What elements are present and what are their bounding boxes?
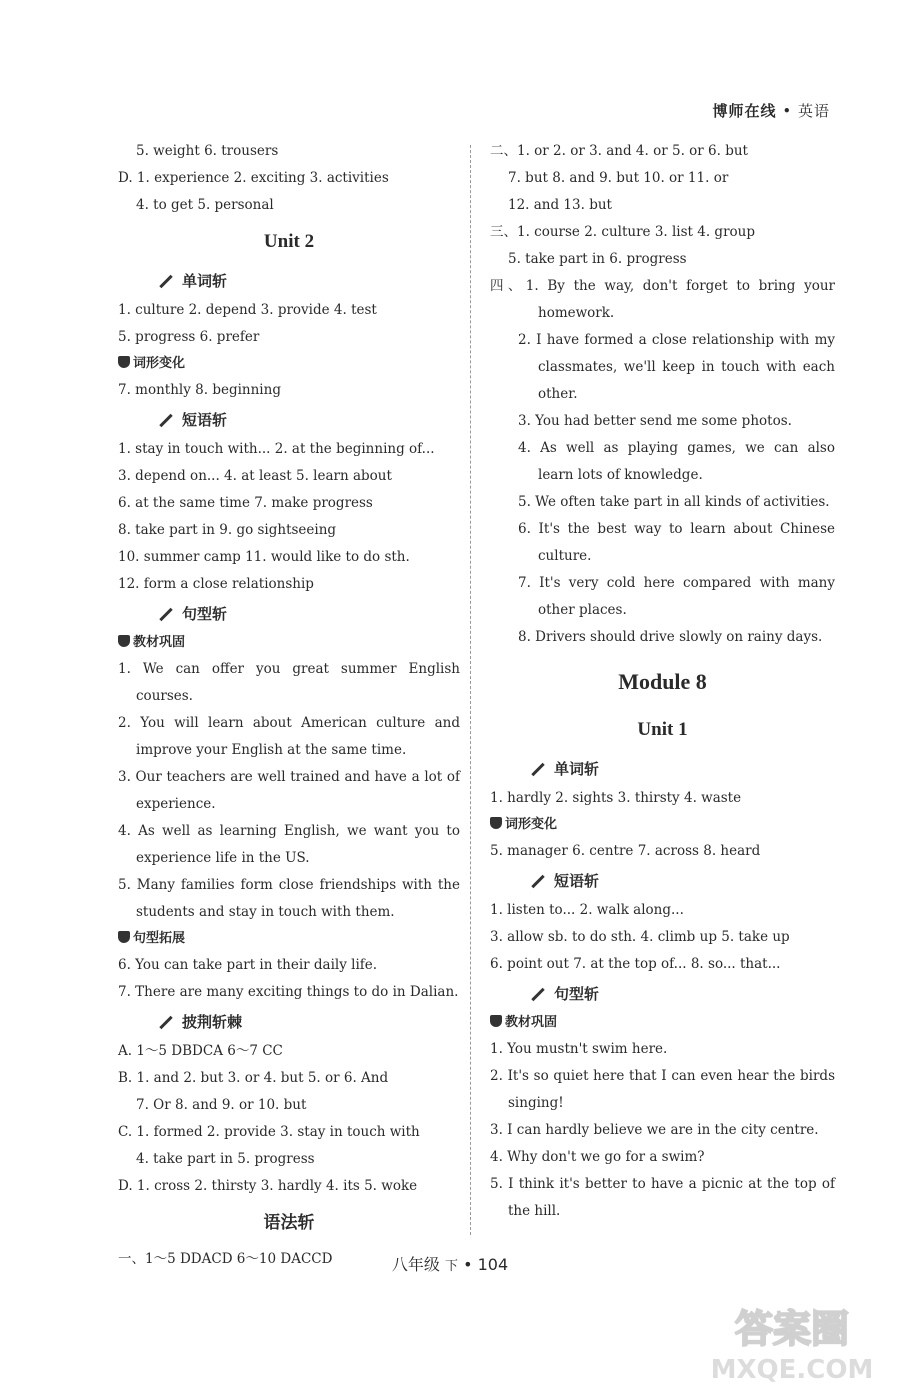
watermark-site-text: MXQE.COM [710, 1355, 874, 1385]
answer-line: 2. It's so quiet here that I can even hear the birds singing! [490, 1068, 835, 1111]
answer-line: 4. As well as playing games, we can also learn lots of knowledge. [518, 440, 835, 483]
module-8-heading: Module 8 [618, 669, 707, 694]
answer-line: 4. to get 5. personal [136, 197, 274, 213]
subsection-extend: 句型拓展 [118, 926, 460, 952]
answer-line: 3. allow sb. to do sth. 4. climb up 5. take up [490, 929, 790, 945]
section-sentences-heading: 句型斩 [490, 978, 835, 1010]
answer-line: 1. You mustn't swim here. [490, 1041, 668, 1057]
answer-line: 8. take part in 9. go sightseeing [118, 522, 337, 538]
pen-icon [531, 763, 544, 776]
answer-line: 1. We can offer you great summer English courses. [118, 661, 460, 704]
grammar-heading: 语法斩 [263, 1213, 315, 1233]
pen-icon [159, 414, 172, 427]
answer-line: 5. We often take part in all kinds of activities. [518, 494, 830, 510]
answer-line: 三、1. course 2. culture 3. list 4. group [490, 224, 755, 240]
answer-line: 3. I can hardly believe we are in the city centre. [490, 1122, 819, 1138]
page-number: 104 [477, 1255, 509, 1274]
answer-line: D. 1. experience 2. exciting 3. activities [118, 170, 389, 186]
subsection-forms: 词形变化 [490, 812, 835, 838]
subsection-textbook: 教材巩固 [118, 630, 460, 656]
shield-icon [118, 635, 130, 647]
section-thorns-heading: 披荆斩棘 [118, 1006, 460, 1038]
answer-line: 7. but 8. and 9. but 10. or 11. or [508, 170, 729, 186]
subsection-forms: 词形变化 [118, 351, 460, 377]
answer-line: 1. hardly 2. sights 3. thirsty 4. waste [490, 790, 742, 806]
grade-label: 八年级 [391, 1255, 440, 1274]
unit-2-heading: Unit 2 [263, 231, 315, 252]
section-phrases-heading: 短语斩 [118, 404, 460, 436]
answer-line: 7. Or 8. and 9. or 10. but [136, 1097, 307, 1113]
answer-line: 6. It's the best way to learn about Chinese culture. [518, 521, 835, 564]
right-column [490, 138, 835, 1225]
answer-line: 5. Many families form close friendships with the students and stay in touch with them. [118, 877, 460, 920]
pen-icon [159, 608, 172, 621]
answer-line: 12. form a close relationship [118, 576, 314, 592]
answer-line: 5. progress 6. prefer [118, 329, 260, 345]
answer-line: 4. As well as learning English, we want you to experience life in the US. [118, 823, 460, 866]
unit-1-heading: Unit 1 [637, 719, 688, 740]
answer-line: 5. I think it's better to have a picnic at the top of the hill. [490, 1176, 835, 1219]
answer-line: 5. take part in 6. progress [508, 251, 687, 267]
shield-icon [490, 1015, 502, 1027]
volume-label: 下 [444, 1259, 458, 1274]
section-sentences-heading: 句型斩 [118, 598, 460, 630]
answer-line: 四、1. By the way, don't forget to bring your homework. [490, 278, 835, 321]
answer-line: 7. There are many exciting things to do in Dalian. [118, 984, 459, 1000]
answer-line: 8. Drivers should drive slowly on rainy days. [518, 629, 823, 645]
answer-line: 二、1. or 2. or 3. and 4. or 5. or 6. but [490, 143, 748, 159]
answer-line: 12. and 13. but [508, 197, 612, 213]
answer-line: 6. at the same time 7. make progress [118, 495, 373, 511]
section-phrases-heading: 短语斩 [490, 865, 835, 897]
answer-line: 4. take part in 5. progress [136, 1151, 315, 1167]
answer-line: C. 1. formed 2. provide 3. stay in touch with [118, 1124, 420, 1140]
answer-line: 6. You can take part in their daily life. [118, 957, 378, 973]
watermark-big-text: 答案圈 [734, 1307, 850, 1351]
answer-line: B. 1. and 2. but 3. or 4. but 5. or 6. And [118, 1070, 389, 1086]
answer-line: 7. monthly 8. beginning [118, 382, 281, 398]
page-footer [0, 1252, 900, 1275]
section-words-heading: 单词斩 [490, 753, 835, 785]
answer-line: 1. stay in touch with... 2. at the beginning of... [118, 441, 435, 457]
column-divider [470, 145, 471, 1235]
answer-line: 1. listen to... 2. walk along... [490, 902, 684, 918]
subject-name: 英语 [797, 102, 830, 120]
answer-line: 一、1～5 DDACD 6～10 DACCD [118, 1251, 333, 1267]
answer-line: 4. Why don't we go for a swim? [490, 1149, 705, 1165]
left-column [118, 138, 460, 1273]
page-header [713, 100, 830, 121]
shield-icon [118, 356, 130, 368]
answer-line: D. 1. cross 2. thirsty 3. hardly 4. its 5. woke [118, 1178, 418, 1194]
answer-line: 3. Our teachers are well trained and have a lot of experience. [118, 769, 460, 812]
shield-icon [118, 931, 130, 943]
answer-line: 10. summer camp 11. would like to do sth. [118, 549, 410, 565]
pen-icon [531, 875, 544, 888]
answer-line: 5. manager 6. centre 7. across 8. heard [490, 843, 761, 859]
brand-name: 博师在线 [712, 102, 777, 120]
subsection-textbook: 教材巩固 [490, 1010, 835, 1036]
answer-line: 2. I have formed a close relationship with my classmates, we'll keep in touch with each other. [518, 332, 835, 402]
answer-line: 1. culture 2. depend 3. provide 4. test [118, 302, 377, 318]
answer-line: 5. weight 6. trousers [136, 143, 279, 159]
answer-line: 2. You will learn about American culture and improve your English at the same time. [118, 715, 460, 758]
answer-line: 3. You had better send me some photos. [518, 413, 792, 429]
pen-icon [531, 988, 544, 1001]
pen-icon [159, 275, 172, 288]
answer-line: 6. point out 7. at the top of... 8. so... that... [490, 956, 781, 972]
pen-icon [159, 1016, 172, 1029]
footer-bullet: • [463, 1255, 473, 1274]
answer-line: A. 1～5 DBDCA 6～7 CC [118, 1043, 283, 1059]
shield-icon [490, 817, 502, 829]
answer-line: 3. depend on... 4. at least 5. learn about [118, 468, 392, 484]
header-bullet: • [782, 102, 793, 120]
watermark-logo [700, 1300, 885, 1385]
answer-line: 7. It's very cold here compared with many other places. [518, 575, 835, 618]
section-words-heading: 单词斩 [118, 265, 460, 297]
